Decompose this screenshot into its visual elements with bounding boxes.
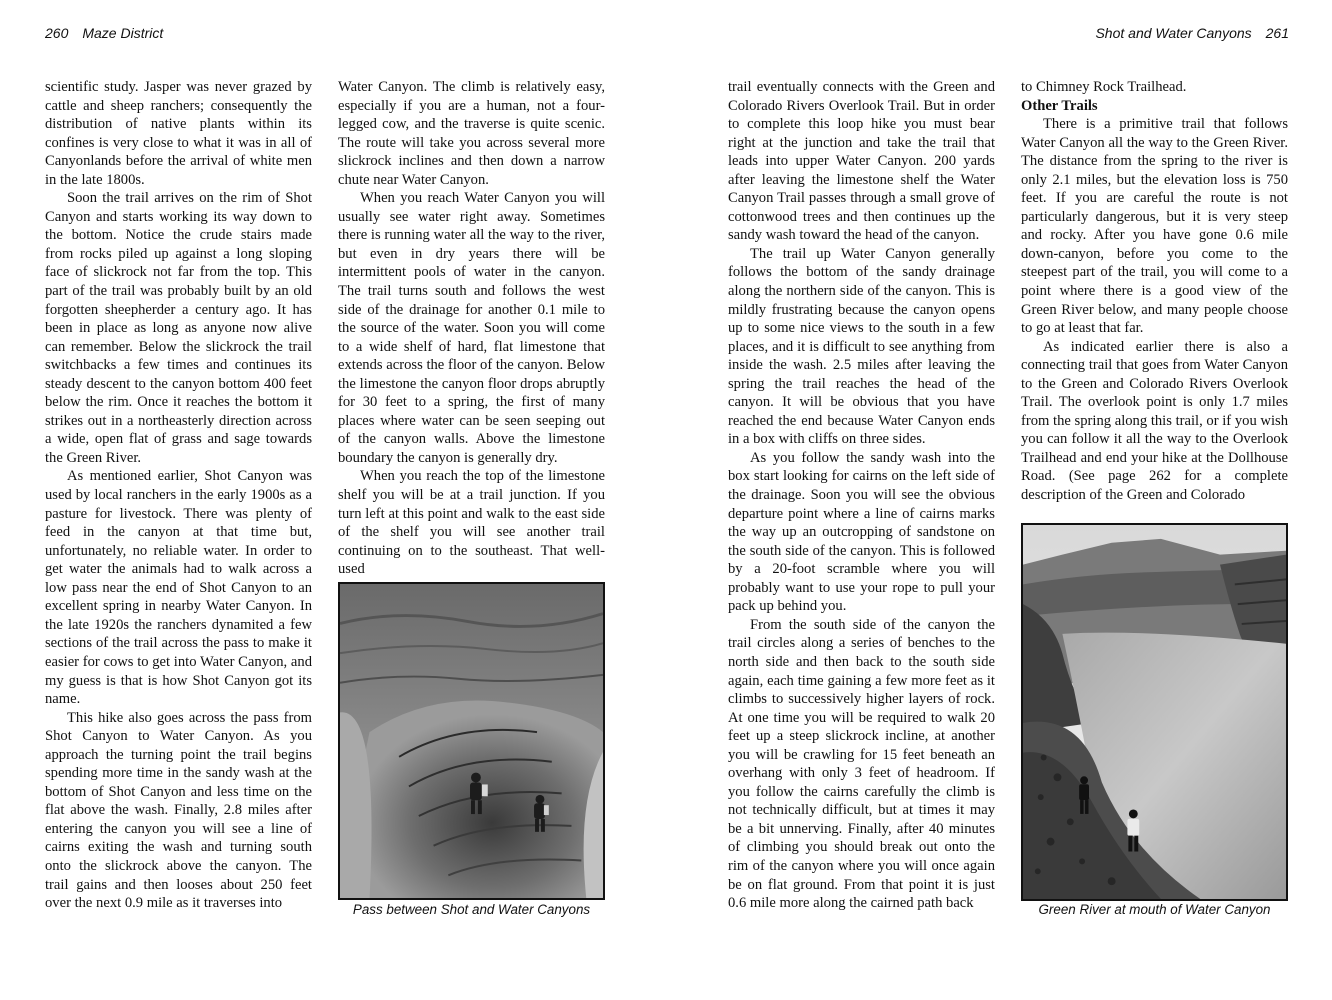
figure-caption: Pass between Shot and Water Canyons bbox=[352, 902, 591, 917]
right-page-number: 261 bbox=[1265, 25, 1289, 41]
left-page-column-1 bbox=[45, 78, 312, 913]
paragraph: to Chimney Rock Trailhead. bbox=[1021, 79, 1187, 95]
paragraph: The trail up Water Canyon generally follows the bottom of the sandy drainage along the northern side of the canyon. This is mildly frustrating because the canyon opens up to some nice views to the south in a few places, and it is difficult to see anything from inside the wash. 2.5 miles after leaving the spring the trail reaches the head of the canyon. It will be obvious that you have reached the end because Water Canyon ends in a box with cliffs on three sides. bbox=[728, 245, 995, 448]
paragraph: trail eventually connects with the Green and Colorado Rivers Overlook Trail. But in order to complete this loop hike you must bear right at the junction and take the trail that leads into upper Water Canyon. 200 yards after leaving the limestone shelf the Water Canyon Trail passes through a small grove of cottonwood trees and then continues up the sandy wash toward the head of the canyon. bbox=[728, 79, 995, 244]
paragraph: When you reach Water Canyon you will usually see water right away. Sometimes there is running water all the way to the river, but even in dry years there will be intermittent pools of water in the canyon. The trail turns south and follows the west side of the drainage for another 0.1 mile to the source of the water. Soon you will come to a wide shelf of hard, flat limestone that extends across the floor of the canyon. Below the limestone the canyon floor drops abruptly for 30 feet to a spring, the first of many places where water can be seen seeping out of the canyon walls. Above the limestone boundary the canyon is generally dry. bbox=[338, 190, 605, 466]
right-chapter-title: Shot and Water Canyons bbox=[1095, 25, 1252, 41]
canyon-pass-photo bbox=[338, 582, 605, 900]
section-heading: Other Trails bbox=[1021, 97, 1098, 114]
right-page-column-2 bbox=[1021, 78, 1288, 505]
left-page-number: 260 bbox=[45, 25, 69, 41]
paragraph: Soon the trail arrives on the rim of Shot Canyon and starts working its way down to the bottom. Notice the crude stairs made from rocks piled up against a long sloping face of slickrock not far from the top. This part of the trail was probably built by an old forgotten sheepherder a century ago. It has been in place as long as anyone now alive can remember. Below the slickrock the trail switchbacks a few times and continues its steady descent to the canyon bottom 400 feet below the rim. Once it reaches the bottom it strikes out in a northeasterly direction across a wide, open flat of grass and sage towards the Green River. bbox=[45, 190, 312, 466]
paragraph: As you follow the sandy wash into the box start looking for cairns on the left side of the drainage. Soon you will see the obvious departure point where a line of cairns marks the way up an outcropping of sandstone on the south side of the canyon. This is followed by a 20-foot scramble where you will probably want to use your rope to pull your pack up behind you. bbox=[728, 449, 995, 615]
paragraph: This hike also goes across the pass from Shot Canyon to Water Canyon. As you approach the turning point the trail begins spending more time in the sandy wash at the bottom of Shot Canyon and less time on the flat above the wash. Finally, 2.8 miles after entering the canyon you will see a line of cairns exiting the wash and turning south onto the slickrock above the canyon. The trail gains and then looses about 250 feet over the next 0.9 mile as it traverses into bbox=[45, 709, 312, 912]
paragraph: As indicated earlier there is also a connecting trail that goes from Water Canyon to the Green and Colorado Rivers Overlook Trail. The overlook point is only 1.7 miles from the spring along this trail, or if you wish you can follow it all the way to the Overlook Trailhead and end your hike at the Dollhouse Road. (See page 262 for a complete description of the Green and Colorado bbox=[1021, 338, 1288, 504]
green-river-photo bbox=[1021, 523, 1288, 901]
left-page-column-2 bbox=[338, 78, 605, 579]
figure-caption: Green River at mouth of Water Canyon bbox=[1038, 902, 1271, 917]
left-running-head bbox=[45, 25, 163, 41]
right-running-head bbox=[1095, 25, 1289, 41]
left-chapter-title: Maze District bbox=[82, 25, 164, 41]
paragraph: From the south side of the canyon the trail circles along a series of benches to the north side and then back to the south side again, each time gaining a few more feet as it climbs to successively higher layers of rock. At one time you will be required to walk 20 feet up a steep slickrock incline, at another you will be crawling for 15 feet beneath an overhang with only 3 feet of headroom. If you follow the cairns carefully the climb is not technically difficult, but at times it may be a bit unnerving. Finally, after 40 minutes of climbing you should break out onto the rim of the canyon where you will once again be on flat ground. From that point it is just 0.6 mile more along the cairned path back bbox=[728, 616, 995, 912]
paragraph: When you reach the top of the limestone shelf you will be at a trail junction. If you turn left at this point and walk to the east side of the shelf you will see another trail continuing on to the southeast. That well-used bbox=[338, 468, 605, 578]
right-page-column-1 bbox=[728, 78, 995, 913]
paragraph: As mentioned earlier, Shot Canyon was used by local ranchers in the early 1900s as a pasture for livestock. There was plenty of feed in the canyon at that time but, unfortunately, no reliable water. In order to get water the animals had to walk across a low pass near the end of Shot Canyon to an excellent spring in nearby Water Canyon. In the late 1920s the ranchers dynamited a few sections of the trail across the pass to make it easier for cows to get into Water Canyon, and my guess is that is how Shot Canyon got its name. bbox=[45, 468, 312, 708]
paragraph: scientific study. Jasper was never grazed by cattle and sheep ranchers; consequently the distribution of native plants within its confines is very close to what it was in all of Canyonlands before the arrival of white men in the late 1800s. bbox=[45, 79, 312, 188]
paragraph: Water Canyon. The climb is relatively easy, especially if you are a human, not a four-legged cow, and the traverse is quite scenic. The route will take you across several more slickrock inclines and then down a narrow chute near Water Canyon. bbox=[338, 79, 605, 188]
paragraph: There is a primitive trail that follows Water Canyon all the way to the Green River. The distance from the spring to the river is only 2.1 miles, but the elevation loss is 750 feet. If you are careful the route is not particularly dangerous, but it is very steep and rocky. After you have gone 0.6 mile down-canyon, before you come to the steepest part of the trail, you will come to a point where there is a good view of the Green River below, and many people choose to go at least that far. bbox=[1021, 116, 1288, 337]
